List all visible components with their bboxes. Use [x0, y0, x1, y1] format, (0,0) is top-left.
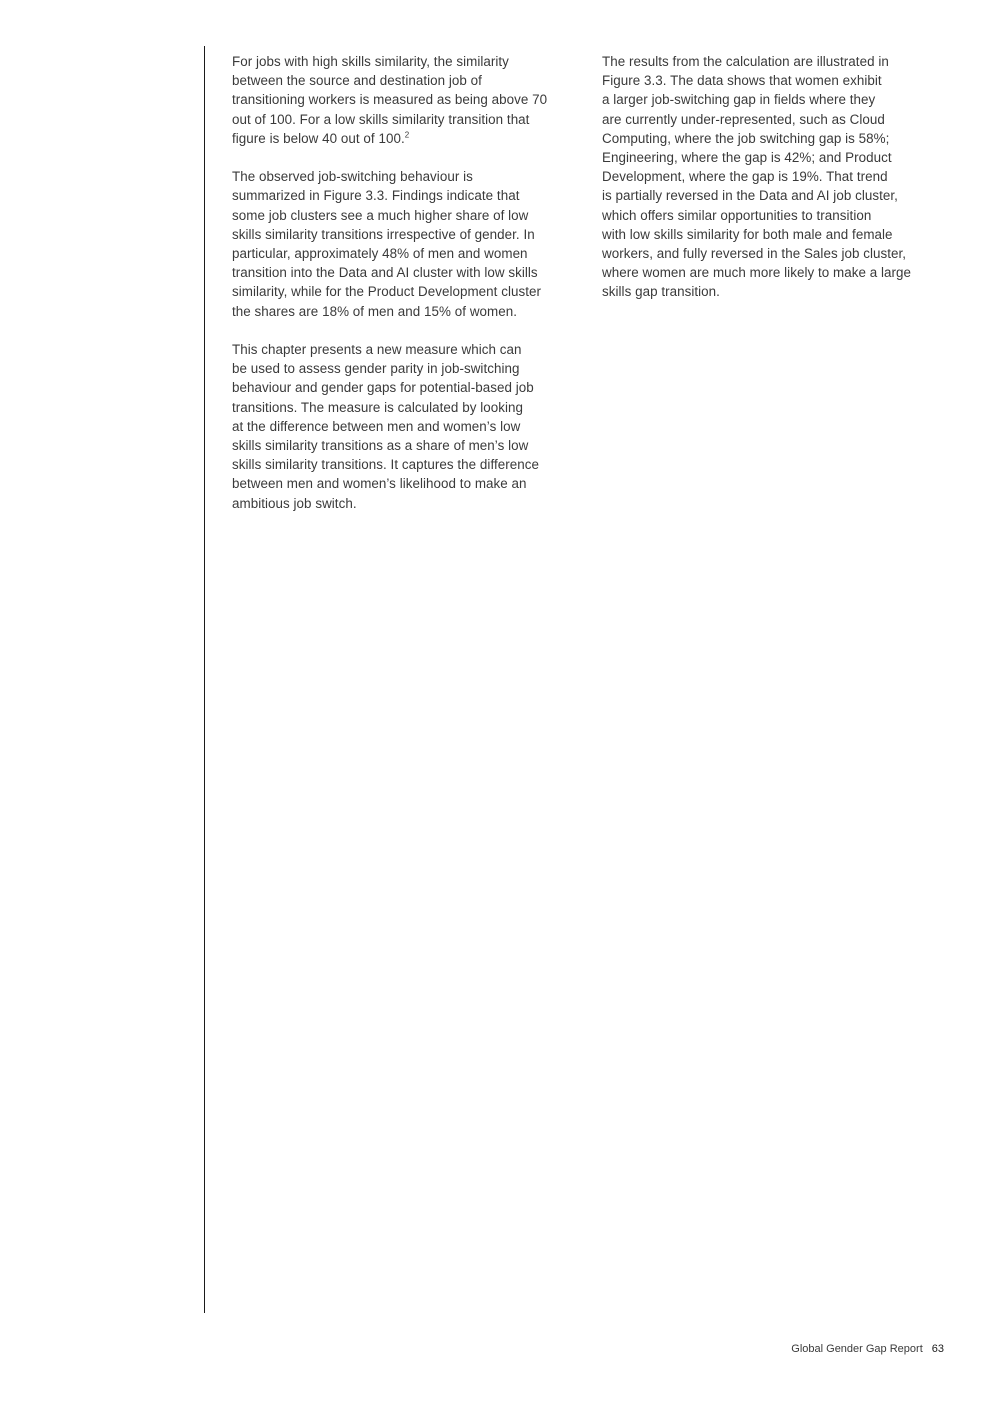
text-line: The results from the calculation are illustrated in: [602, 54, 889, 69]
text-line: transition into the Data and AI cluster with low skills: [232, 265, 538, 281]
text-line: a larger job-switching gap in fields where they: [602, 92, 876, 108]
text-line: The observed job-switching behaviour is: [232, 169, 473, 185]
text-line: workers, and fully reversed in the Sales job cluster,: [602, 246, 907, 262]
text-line: skills similarity transitions as a share of men’s low: [232, 438, 529, 454]
text-line: transitioning workers is measured as being above 70: [232, 92, 548, 108]
footnote-reference[interactable]: 2: [404, 130, 410, 140]
right-text-column: [602, 52, 947, 321]
text-line: Figure 3.3. The data shows that women exhibit: [602, 73, 882, 89]
text-line: skills gap transition.: [602, 284, 720, 300]
text-line: some job clusters see a much higher share of low: [232, 207, 529, 223]
margin-rule: [204, 46, 205, 1313]
text-line: which offers similar opportunities to transition: [602, 207, 872, 223]
text-line: particular, approximately 48% of men and women: [232, 246, 528, 262]
text-line: skills similarity transitions irrespective of gender. In: [232, 226, 535, 242]
paragraph-calculation-results: [602, 52, 947, 302]
paragraph-new-measure: [232, 340, 577, 513]
text-line: transitions. The measure is calculated by looking: [232, 399, 523, 415]
text-line: This chapter presents a new measure which can: [232, 342, 522, 358]
text-line: at the difference between men and women’s low: [232, 418, 521, 434]
text-line: Engineering, where the gap is 42%; and Product: [602, 150, 892, 166]
text-line: Computing, where the job switching gap is 58%;: [602, 130, 890, 146]
text-line: skills similarity transitions. It captures the difference: [232, 457, 539, 473]
text-line: For jobs with high skills similarity, the similarity: [232, 54, 509, 69]
page-number: 63: [931, 1343, 944, 1355]
text-line: Development, where the gap is 19%. That trend: [602, 169, 888, 185]
text-line: between men and women’s likelihood to make an: [232, 476, 527, 492]
text-line: is partially reversed in the Data and AI job cluster,: [602, 188, 898, 204]
text-line: are currently under-represented, such as Cloud: [602, 111, 885, 127]
text-line: behaviour and gender gaps for potential-based job: [232, 380, 534, 396]
paragraph-skills-similarity: [232, 52, 577, 148]
paragraph-observed-behaviour: [232, 167, 577, 321]
page-footer: [791, 1343, 944, 1355]
text-line: out of 100. For a low skills similarity transition that: [232, 111, 530, 127]
text-line: between the source and destination job of: [232, 73, 482, 89]
text-line: similarity, while for the Product Development cluster: [232, 284, 542, 300]
text-line: be used to assess gender parity in job-switching: [232, 361, 520, 377]
text-line: with low skills similarity for both male and female: [602, 226, 893, 242]
text-line-content: figure is below 40 out of 100.: [232, 130, 405, 146]
text-line: where women are much more likely to make a large: [602, 265, 912, 281]
report-title: Global Gender Gap Report: [791, 1343, 923, 1355]
text-line: summarized in Figure 3.3. Findings indicate that: [232, 188, 520, 204]
text-line: the shares are 18% of men and 15% of women.: [232, 303, 518, 319]
left-text-column: [232, 52, 577, 532]
text-line: [232, 129, 577, 148]
text-line: ambitious job switch.: [232, 495, 357, 511]
